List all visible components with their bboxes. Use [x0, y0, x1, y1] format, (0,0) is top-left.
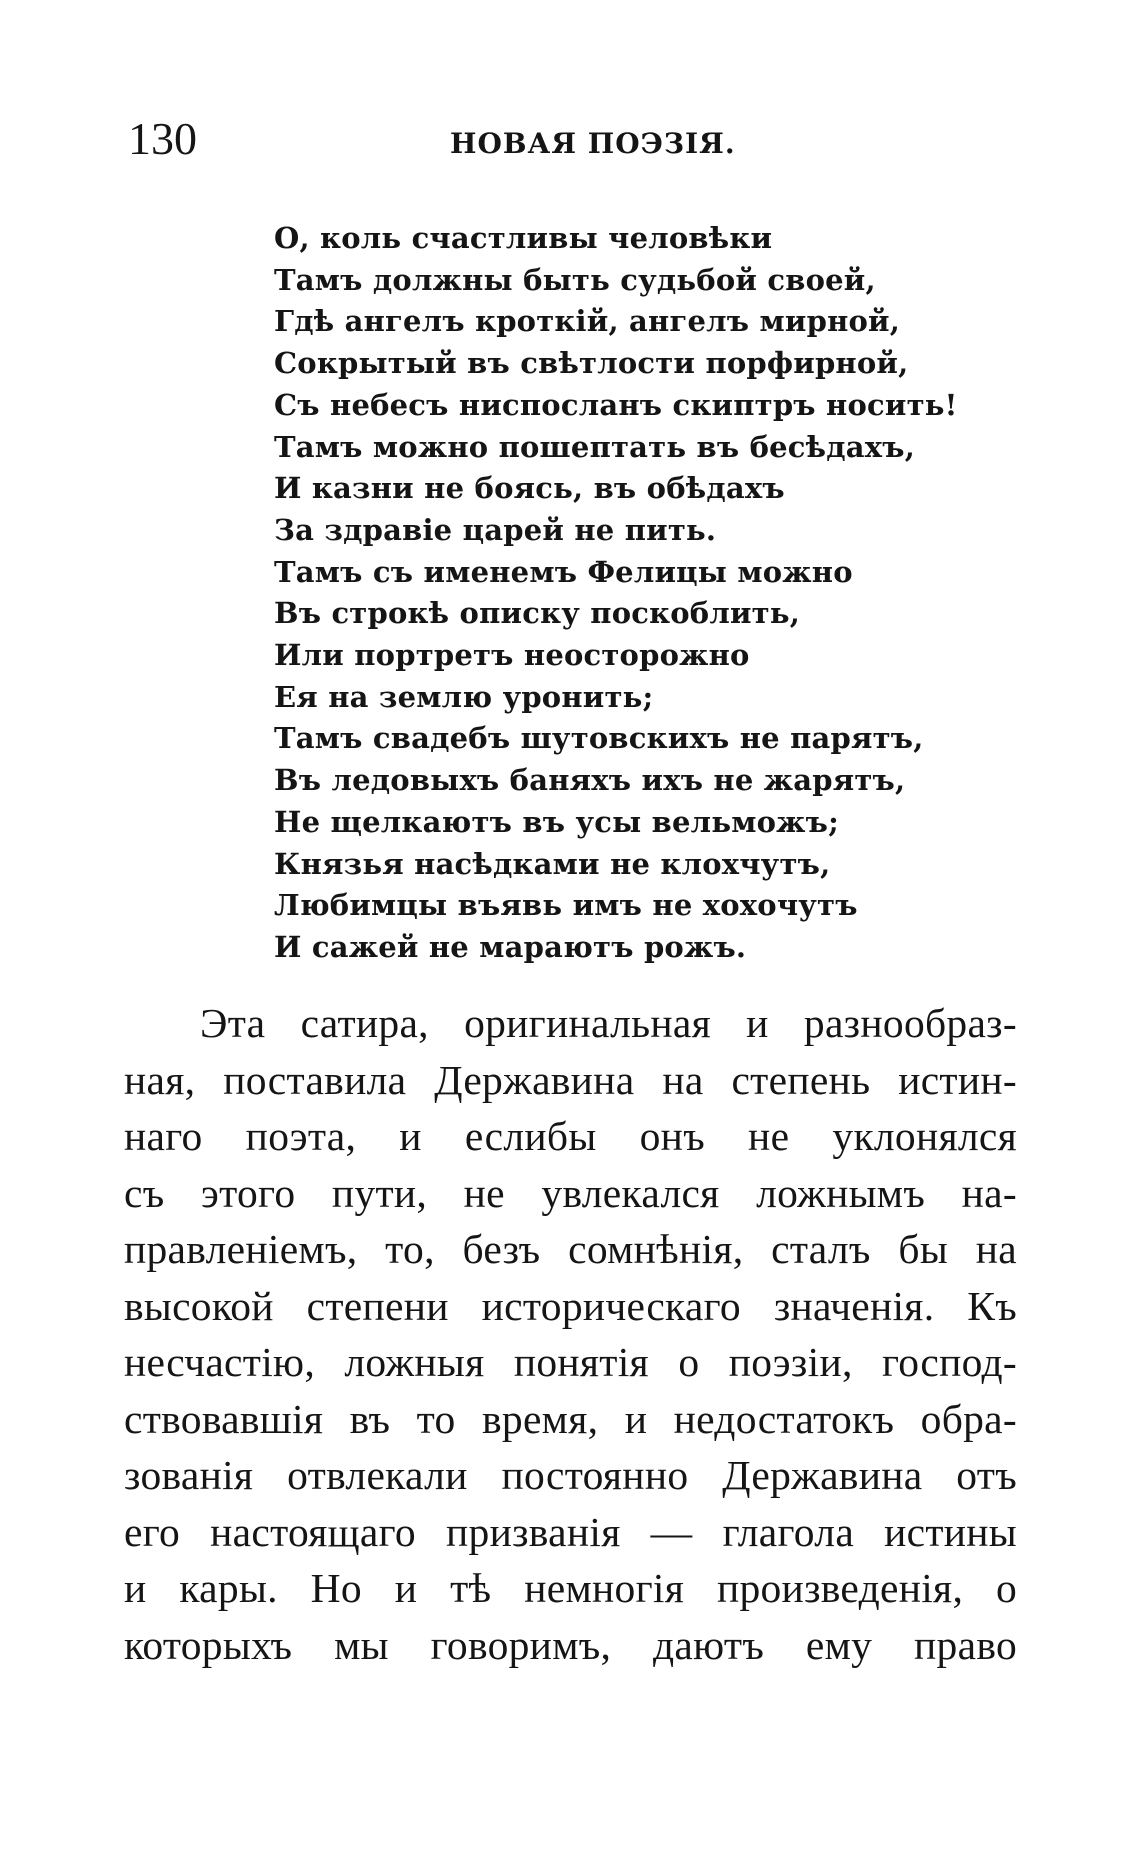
poem-line: Любимцы въявь имъ не хохочутъ: [274, 888, 858, 923]
poem-line: И сажей не мараютъ рожъ.: [274, 929, 747, 964]
prose-line: ная, поставила Державина на степень истин-: [124, 1056, 1017, 1103]
prose-paragraph: [124, 995, 1017, 1673]
poem-line: Съ небесъ ниспосланъ скиптръ носить!: [274, 387, 958, 422]
poem-line: О, коль счастливы человѣки: [274, 221, 773, 255]
prose-line: которыхъ мы говоримъ, даютъ ему право: [124, 1621, 1017, 1668]
poem-line: Тамъ съ именемъ Фелицы можно: [274, 554, 853, 589]
poem-line: Гдѣ ангелъ кроткій, ангелъ мирной,: [274, 304, 901, 339]
prose-line: ствовавшія въ то время, и недостатокъ обра-: [124, 1395, 1017, 1442]
running-title: НОВАЯ ПОЭЗІЯ.: [450, 127, 736, 160]
prose-line: высокой степени историческаго значенія. Къ: [124, 1282, 1017, 1329]
prose-line: его настоящаго призванія — глагола истины: [124, 1508, 1017, 1555]
prose-line: съ этого пути, не увлекался ложнымъ на-: [124, 1169, 1017, 1216]
poem-line: Въ ледовыхъ баняхъ ихъ не жарятъ,: [274, 763, 906, 798]
poem-line: Не щелкаютъ въ усы вельможъ;: [274, 804, 839, 839]
prose-line: правленіемъ, то, безъ сомнѣнія, сталъ бы на: [124, 1226, 1017, 1272]
prose-line: и кары. Но и тѣ немногія произведенія, о: [124, 1565, 1017, 1611]
poem-line: Сокрытый въ свѣтлости порфирной,: [274, 346, 909, 381]
prose-line: наго поэта, и еслибы онъ не уклонялся: [124, 1113, 1017, 1159]
poem-line: Или портретъ неосторожно: [274, 638, 750, 673]
poem-line: Тамъ можно пошептать въ бесѣдахъ,: [274, 429, 915, 464]
prose-line: несчастію, ложныя понятія о поэзіи, господ-: [124, 1339, 1017, 1385]
page-number: 130: [128, 113, 197, 164]
poem-line: Ея на землю уронить;: [274, 679, 654, 714]
poem-line: За здравіе царей не пить.: [274, 512, 717, 547]
poem-line: Князья насѣдками не клохчутъ,: [274, 846, 831, 881]
poem-line: Тамъ должны быть судьбой своей,: [274, 262, 876, 297]
prose-line: зованія отвлекали постоянно Державина отъ: [124, 1452, 1017, 1498]
poem-stanza: [274, 218, 974, 969]
prose-line: Эта сатира, оригинальная и разнообраз-: [200, 1000, 1017, 1046]
poem-line: Въ строкѣ описку поскоблить,: [274, 596, 801, 631]
poem-line: Тамъ свадебъ шутовскихъ не парятъ,: [274, 721, 924, 756]
poem-line: И казни не боясь, въ обѣдахъ: [274, 471, 785, 506]
